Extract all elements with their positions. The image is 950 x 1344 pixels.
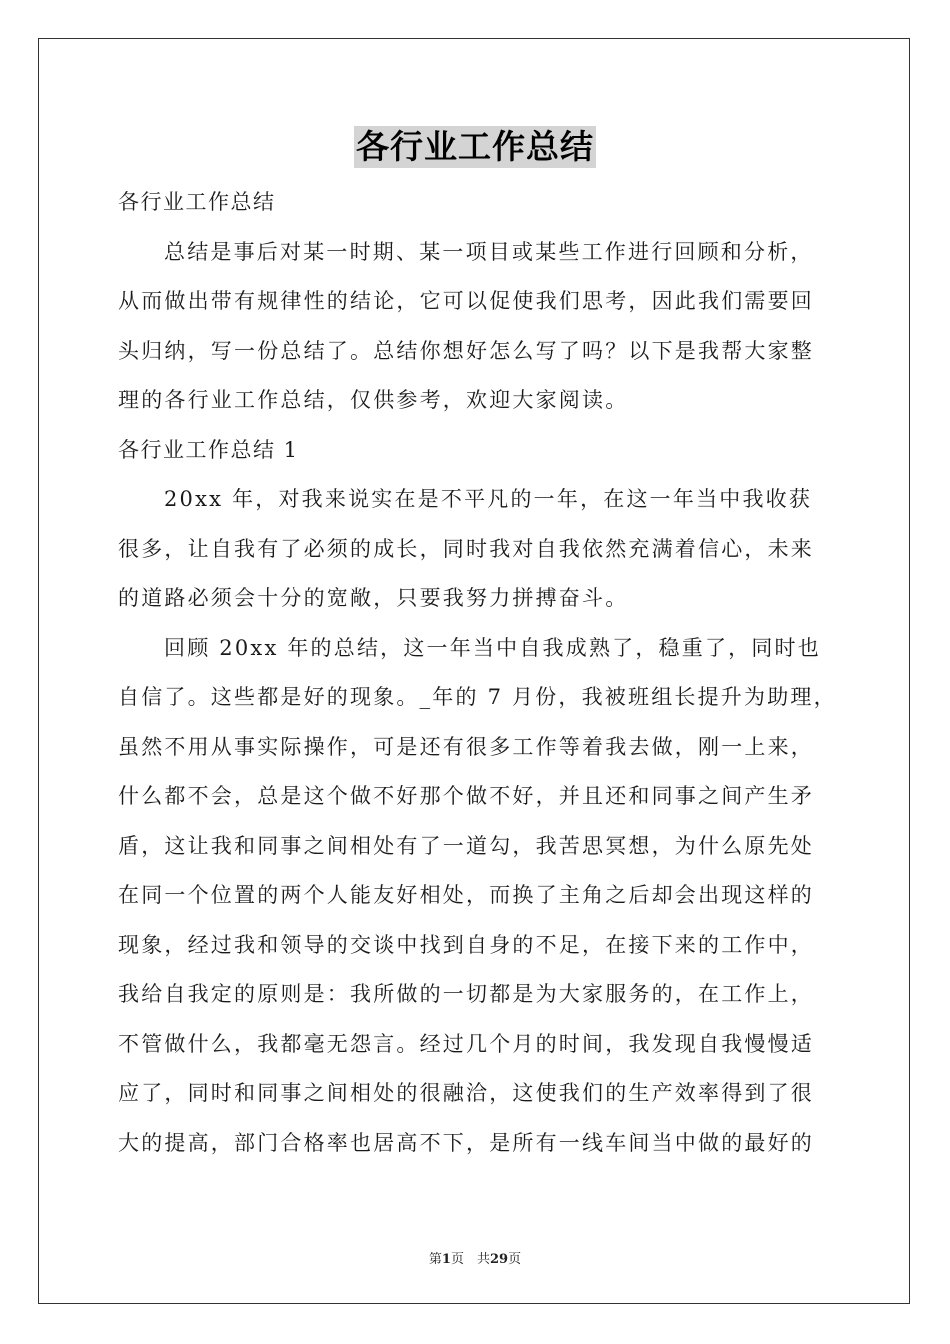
text-line: 很多，让自我有了必须的成长，同时我对自我依然充满着信心，未来 [118, 536, 814, 561]
footer-prefix: 第 [428, 1252, 442, 1267]
text-line: 不管做什么，我都毫无怨言。经过几个月的时间，我发现自我慢慢适 [118, 1031, 814, 1056]
text-line: 20xx 年，对我来说实在是不平凡的一年，在这一年当中我收获 [164, 487, 813, 511]
footer-current-page: 1 [441, 1252, 451, 1267]
text-line: 虽然不用从事实际操作，可是还有很多工作等着我去做，刚一上来， [118, 734, 814, 759]
section-heading: 各行业工作总结 1 [118, 437, 299, 462]
document-body [118, 178, 837, 1168]
page-footer [0, 1248, 950, 1267]
section-heading: 各行业工作总结 [118, 190, 276, 214]
footer-middle: 页 共 [450, 1252, 490, 1267]
text-line: 从而做出带有规律性的结论，它可以促使我们思考，因此我们需要回 [118, 289, 814, 313]
text-line: 什么都不会，总是这个做不好那个做不好，并且还和同事之间产生矛 [118, 784, 814, 808]
footer-total-pages: 29 [489, 1252, 509, 1267]
text-line: 回顾 20xx 年的总结，这一年当中自我成熟了，稳重了，同时也 [164, 635, 821, 660]
footer-suffix: 页 [508, 1252, 522, 1267]
text-line: 自信了。这些都是好的现象。_年的 7 月份，我被班组长提升为助理， [118, 685, 837, 709]
text-line: 应了，同时和同事之间相处的很融洽，这使我们的生产效率得到了很 [118, 1081, 814, 1105]
text-line: 总结是事后对某一时期、某一项目或某些工作进行回顾和分析， [164, 239, 814, 264]
text-line: 在同一个位置的两个人能友好相处，而换了主角之后却会出现这样的 [118, 883, 814, 907]
text-line: 盾，这让我和同事之间相处有了一道勾，我苦思冥想，为什么原先处 [118, 833, 814, 858]
document-title: 各行业工作总结 [356, 127, 594, 166]
text-line: 的道路必须会十分的宽敞，只要我努力拼搏奋斗。 [118, 586, 629, 610]
text-line: 现象，经过我和领导的交谈中找到自身的不足，在接下来的工作中， [118, 932, 814, 957]
text-line: 大的提高，部门合格率也居高不下，是所有一线车间当中做的最好的 [118, 1130, 814, 1155]
text-line: 理的各行业工作总结，仅供参考，欢迎大家阅读。 [118, 388, 629, 412]
title-wrapper [0, 126, 950, 168]
text-line: 我给自我定的原则是：我所做的一切都是为大家服务的，在工作上， [118, 982, 814, 1006]
text-line: 头归纳，写一份总结了。总结你想好怎么写了吗？以下是我帮大家整 [118, 338, 814, 363]
